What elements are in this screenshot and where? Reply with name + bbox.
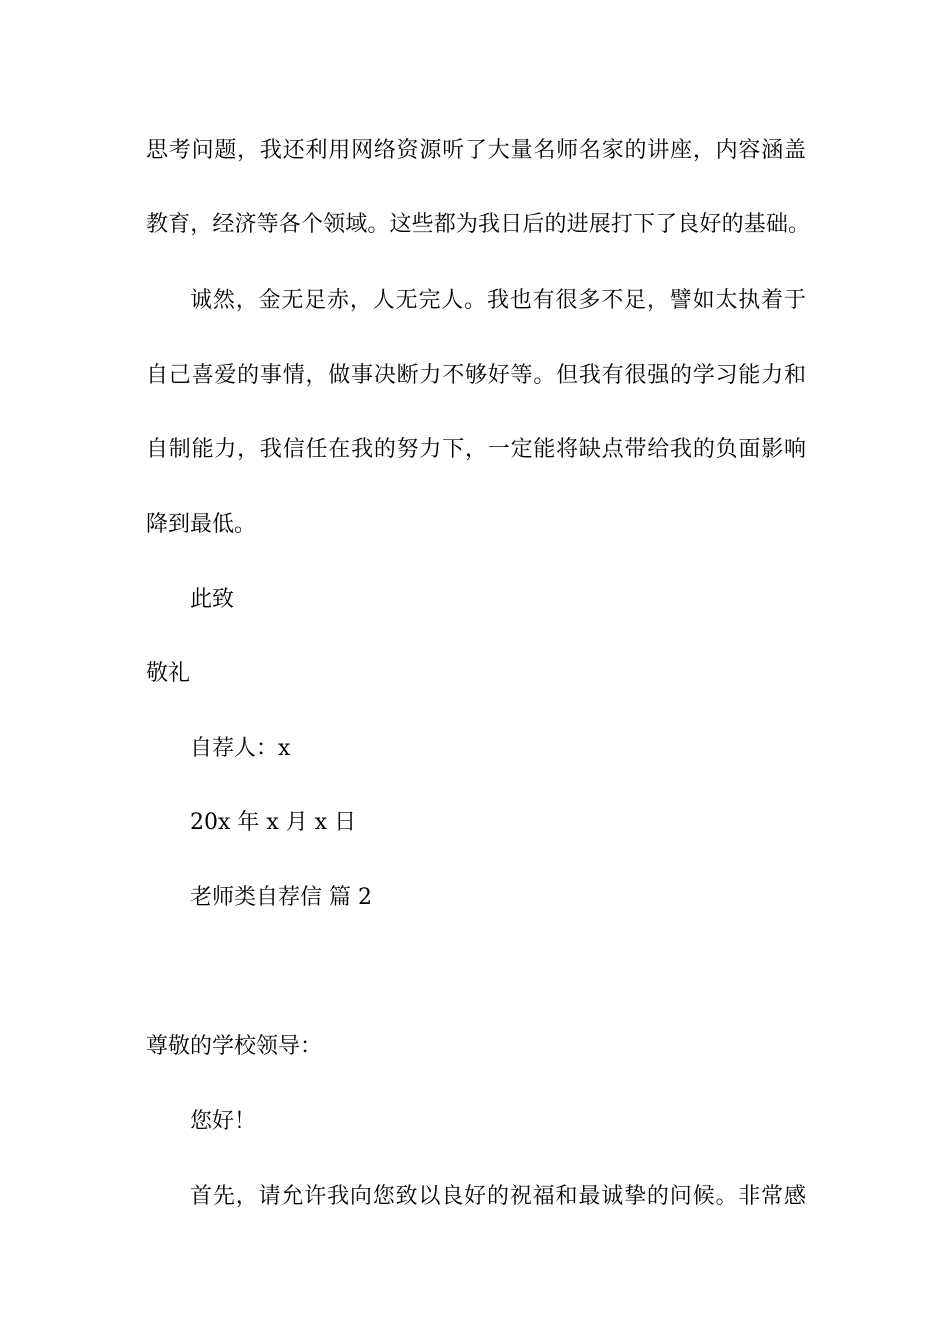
- closing-text: 此致: [190, 587, 235, 612]
- paragraph-line: 诚然，金无足赤，人无完人。我也有很多不足，譬如太执着于: [190, 288, 806, 313]
- date-text: 20x 年 x 月 x 日: [190, 810, 357, 835]
- greeting-text: 尊敬的学校领导：: [146, 1034, 323, 1059]
- hello-text: 您好！: [190, 1109, 257, 1134]
- salute-text: 敬礼: [146, 661, 191, 686]
- paragraph-line: 思考问题，我还利用网络资源听了大量名师名家的讲座，内容涵盖: [146, 138, 806, 163]
- paragraph-line: 降到最低。: [146, 512, 257, 537]
- paragraph-line: 教育，经济等各个领域。这些都为我日后的进展打下了良好的基础。: [146, 212, 810, 237]
- section-title: 老师类自荐信 篇 2: [190, 885, 372, 910]
- paragraph-line: 首先，请允许我向您致以良好的祝福和最诚挚的问候。非常感: [190, 1184, 806, 1209]
- signature-text: 自荐人：x: [190, 736, 291, 761]
- paragraph-line: 自制能力，我信任在我的努力下，一定能将缺点带给我的负面影响: [146, 437, 806, 462]
- paragraph-line: 自己喜爱的事情，做事决断力不够好等。但我有很强的学习能力和: [146, 363, 806, 388]
